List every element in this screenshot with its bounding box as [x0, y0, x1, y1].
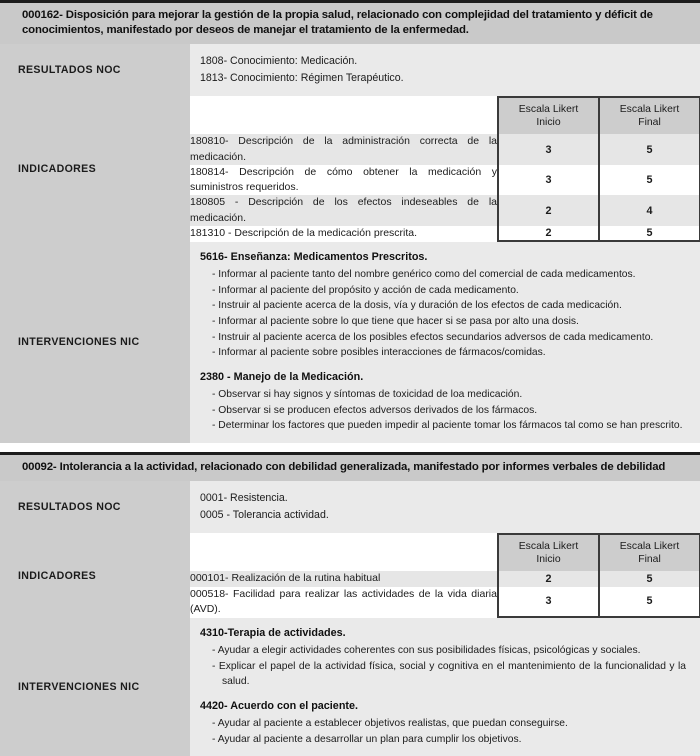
likert-final-value: 5 — [599, 165, 700, 195]
list-item: - Ayudar al paciente a establecer objetivos realistas, que puedan conseguirse. — [212, 718, 568, 730]
label-intervenciones-nic: INTERVENCIONES NIC — [0, 618, 190, 756]
indicators-row — [0, 533, 700, 618]
likert-final-value: 5 — [599, 587, 700, 617]
list-item: - Explicar el papel de la actividad física, social y cognitiva en el mantenimiento de la funcionalidad y la salud. — [212, 660, 686, 688]
likert-final-line1: Escala Likert — [619, 103, 680, 115]
likert-inicio-line1: Escala Likert — [518, 103, 579, 115]
intervention-title: 2380 - Manejo de la Medicación. — [200, 370, 364, 383]
intervention-group — [200, 699, 692, 747]
diagnosis-block-00092 — [0, 452, 700, 756]
column-header-likert-inicio — [498, 97, 599, 134]
interventions-row — [0, 618, 700, 756]
list-item: - Observar si hay signos y síntomas de toxicidad de loa medicación. — [212, 389, 523, 400]
table-header-row — [190, 97, 700, 134]
intervention-group — [200, 370, 692, 434]
likert-final-value: 5 — [599, 134, 700, 164]
label-intervenciones-nic: INTERVENCIONES NIC — [0, 242, 190, 443]
likert-final-line1: Escala Likert — [619, 540, 680, 552]
likert-final-line2: Final — [638, 554, 661, 566]
blank-header-cell — [190, 534, 498, 571]
column-header-likert-final — [599, 534, 700, 571]
indicators-table — [190, 533, 700, 618]
column-header-likert-final — [599, 97, 700, 134]
list-item: 0001- Resistencia. — [200, 491, 288, 504]
intervention-title: 4310-Terapia de actividades. — [200, 626, 346, 639]
list-item: - Observar si se producen efectos adversos derivados de los fármacos. — [212, 404, 538, 416]
likert-inicio-line2: Inicio — [536, 117, 561, 129]
table-header-row — [190, 534, 700, 571]
label-indicadores: INDICADORES — [0, 533, 190, 618]
list-item: - Instruir al paciente acerca de la dosis, vía y duración de los efectos de cada medicación. — [212, 300, 622, 312]
indicator-text: 180810- Descripción de la administración correcta de la medicación. — [190, 134, 498, 164]
likert-final-line2: Final — [638, 117, 661, 129]
likert-final-value: 5 — [599, 571, 700, 586]
label-resultados-noc: RESULTADOS NOC — [0, 481, 190, 533]
interventions-row — [0, 242, 700, 443]
likert-inicio-line1: Escala Likert — [518, 540, 579, 552]
diagnosis-header-00092: 00092- Intolerancia a la actividad, relacionado con debilidad generalizada, manifestado por informes verbales de debilidad — [0, 455, 700, 481]
column-header-likert-inicio — [498, 534, 599, 571]
diagnosis-header-000162: 000162- Disposición para mejorar la gestión de la propia salud, relacionado con complejidad del tratamiento y déficit de conocimientos, manifestado por deseos de manejar el tratamiento de la enfermedad. — [0, 3, 700, 44]
list-item: - Ayudar al paciente a desarrollar un plan para cumplir los objetivos. — [212, 733, 522, 745]
block-separator — [0, 443, 700, 452]
list-item: - Ayudar a elegir actividades coherentes con sus posibilidades físicas, psicológicas y sociales. — [212, 645, 641, 657]
indicator-text: 181310 - Descripción de la medicación prescrita. — [190, 226, 498, 241]
likert-final-value: 4 — [599, 195, 700, 225]
table-row — [190, 587, 700, 617]
intervention-group — [200, 250, 692, 361]
intervention-group — [200, 626, 692, 690]
intervention-title: 4420- Acuerdo con el paciente. — [200, 699, 359, 712]
label-resultados-noc: RESULTADOS NOC — [0, 44, 190, 96]
likert-inicio-value: 3 — [498, 587, 599, 617]
likert-inicio-value: 2 — [498, 226, 599, 241]
list-item: - Informar al paciente del propósito y acción de cada medicamento. — [212, 284, 519, 296]
indicator-text: 180814- Descripción de cómo obtener la medicación y suministros requeridos. — [190, 165, 498, 195]
list-item: - Informar al paciente sobre posibles interacciones de fármacos/comidas. — [212, 347, 546, 359]
label-indicadores: INDICADORES — [0, 96, 190, 242]
list-item: - Instruir al paciente acerca de los posibles efectos secundarios adversos de cada medicamento. — [212, 331, 654, 343]
noc-results-row — [0, 481, 700, 533]
indicator-text: 000101- Realización de la rutina habitual — [190, 571, 498, 586]
list-item: - Determinar los factores que pueden impedir al paciente tomar los fármacos tal como se han prescrito. — [212, 420, 683, 432]
noc-results-row — [0, 44, 700, 96]
table-row — [190, 134, 700, 164]
intervention-title: 5616- Enseñanza: Medicamentos Prescritos. — [200, 250, 428, 263]
likert-inicio-value: 3 — [498, 134, 599, 164]
list-item: 1813- Conocimiento: Régimen Terapéutico. — [200, 72, 404, 85]
likert-final-value: 5 — [599, 226, 700, 241]
noc-results-list — [190, 481, 700, 533]
interventions-content — [190, 242, 700, 443]
table-row — [190, 226, 700, 241]
list-item: 0005 - Tolerancia actividad. — [200, 509, 329, 522]
likert-inicio-value: 2 — [498, 571, 599, 586]
indicators-row — [0, 96, 700, 242]
likert-inicio-value: 3 — [498, 165, 599, 195]
list-item: 1808- Conocimiento: Medicación. — [200, 55, 358, 68]
indicator-text: 180805 - Descripción de los efectos indeseables de la medicación. — [190, 195, 498, 225]
blank-header-cell — [190, 97, 498, 134]
interventions-content — [190, 618, 700, 756]
indicator-text: 000518- Facilidad para realizar las actividades de la vida diaria (AVD). — [190, 587, 498, 617]
table-row — [190, 165, 700, 195]
likert-inicio-line2: Inicio — [536, 554, 561, 566]
table-row — [190, 195, 700, 225]
indicators-table — [190, 96, 700, 242]
noc-results-list — [190, 44, 700, 96]
table-row — [190, 571, 700, 586]
list-item: - Informar al paciente sobre lo que tiene que hacer si se pasa por alto una dosis. — [212, 315, 579, 327]
list-item: - Informar al paciente tanto del nombre genérico como del comercial de cada medicamentos. — [212, 269, 636, 281]
likert-inicio-value: 2 — [498, 195, 599, 225]
